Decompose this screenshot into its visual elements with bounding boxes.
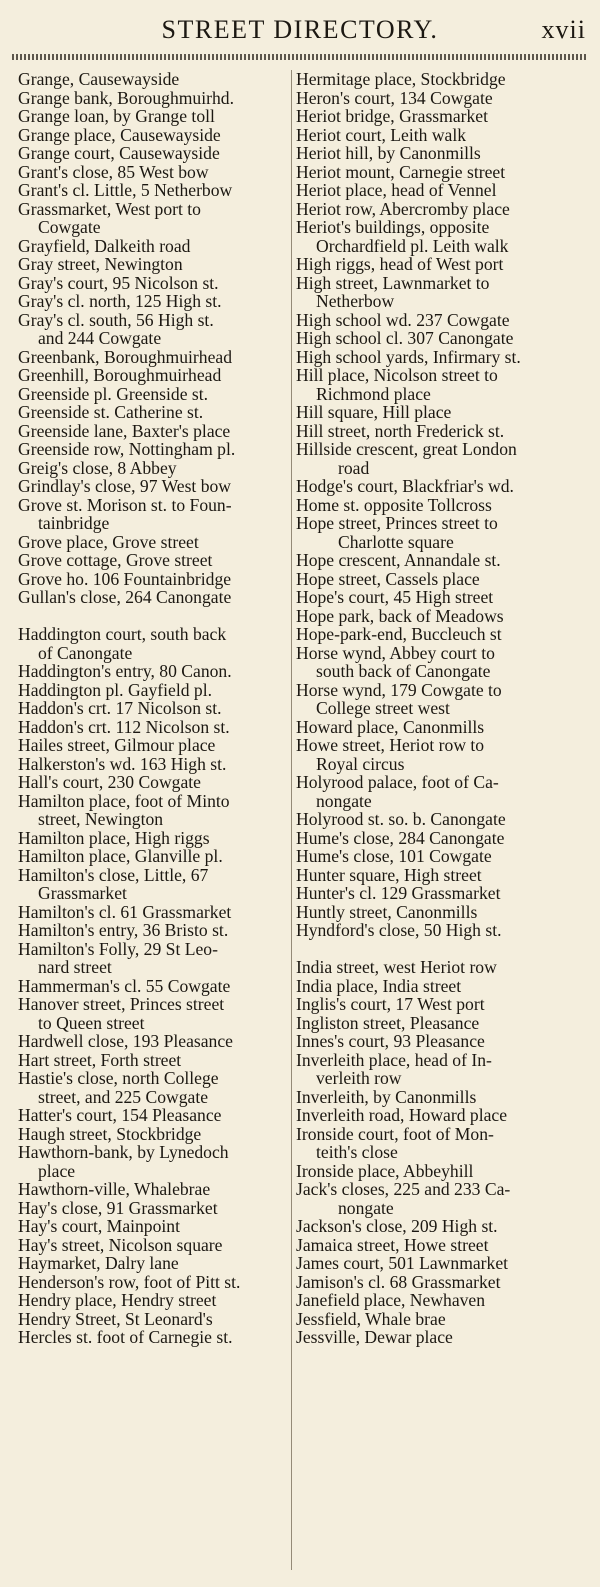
directory-entry-continuation: nongate [338, 1197, 394, 1218]
directory-entry: High school cl. 307 Canongate [296, 328, 514, 348]
directory-entry: Hastie's close, north College [18, 1068, 219, 1088]
section-gap [296, 940, 588, 959]
directory-entry: Hill place, Nicolson street to [296, 365, 498, 385]
directory-entry: Hawthorn-ville, Whalebrae [18, 1179, 211, 1199]
directory-entry: Haddon's crt. 17 Nicolson st. [18, 698, 222, 718]
directory-entry-continuation: teith's close [316, 1142, 398, 1162]
directory-entry: Hatter's court, 154 Pleasance [18, 1105, 222, 1125]
directory-entry: Grindlay's close, 97 West bow [18, 476, 232, 496]
directory-entry: Grange place, Causewayside [18, 124, 221, 145]
directory-entry-continuation: street, and 225 Cowgate [38, 1086, 209, 1107]
directory-entry-continuation: south back of Canongate [316, 661, 491, 681]
directory-entry: Hamilton's entry, 36 Bristo st. [18, 920, 229, 940]
directory-entry: Haddon's crt. 112 Nicolson st. [18, 716, 230, 737]
directory-entry: Hanover street, Princes street [18, 994, 225, 1014]
directory-entry: Hardwell close, 193 Pleasance [18, 1031, 233, 1051]
directory-entry: Hendry Street, St Leonard's [18, 1308, 213, 1329]
directory-entry: Grange bank, Boroughmuirhd. [18, 87, 234, 108]
directory-entry: Haugh street, Stockbridge [18, 1123, 202, 1144]
directory-entry: Grange court, Causewayside [18, 143, 220, 163]
directory-entry: Inverleith place, head of In- [296, 1049, 492, 1070]
header-ornamental-rule [12, 54, 588, 60]
directory-entry: Grove ho. 106 Fountainbridge [18, 568, 232, 589]
directory-entry: Haddington's entry, 80 Canon. [18, 661, 232, 681]
directory-entry: Home st. opposite Tollcross [296, 494, 492, 515]
directory-entry: Hodge's court, Blackfriar's wd. [296, 476, 514, 496]
section-gap [18, 607, 290, 626]
directory-entry: Grant's cl. Little, 5 Netherbow [18, 180, 233, 200]
directory-entry: Greenbank, Boroughmuirhead [18, 346, 232, 367]
directory-entry: Jackson's close, 209 High st. [296, 1216, 498, 1236]
left-column [18, 70, 290, 1580]
directory-entry: Hill street, north Frederick st. [296, 420, 505, 441]
directory-entry: Hyndford's close, 50 High st. [296, 920, 502, 940]
directory-entry: Heriot court, Leith walk [296, 124, 467, 145]
directory-entry-continuation: Netherbow [316, 291, 395, 311]
directory-entry: Grove place, Grove street [18, 531, 199, 552]
directory-entry: Greenside st. Catherine st. [18, 402, 204, 422]
page-number: xvii [541, 15, 586, 44]
directory-entry: Greenside row, Nottingham pl. [18, 439, 236, 459]
directory-entry: Inverleith road, Howard place [296, 1105, 508, 1125]
directory-entry: Jamaica street, Howe street [296, 1234, 489, 1255]
directory-entry: India place, India street [296, 975, 462, 996]
directory-entry: Heriot row, Abercromby place [296, 198, 510, 219]
directory-entry: Hill square, Hill place [296, 402, 452, 422]
directory-entry: Grayfield, Dalkeith road [18, 235, 191, 256]
directory-entry: Hunter's cl. 129 Grassmarket [296, 883, 501, 903]
directory-entry: Gray's court, 95 Nicolson st. [18, 272, 219, 293]
directory-entry: Janefield place, Newhaven [296, 1290, 486, 1310]
directory-entry: Hope-park-end, Buccleuch st [296, 624, 502, 644]
directory-entry-continuation: verleith row [316, 1068, 402, 1088]
directory-entry: Heriot place, head of Vennel [296, 180, 497, 200]
directory-entry-continuation: Grassmarket [38, 883, 127, 903]
page-title: STREET DIRECTORY. [161, 15, 439, 44]
directory-entry: Ironside place, Abbeyhill [296, 1160, 474, 1181]
page-header [0, 0, 600, 56]
directory-entry: Hume's close, 284 Canongate [296, 827, 505, 848]
directory-entry-continuation: nongate [316, 790, 372, 811]
directory-entry-continuation: Royal circus [316, 753, 405, 774]
directory-entry: Howard place, Canonmills [296, 716, 485, 737]
directory-entry: Huntly street, Canonmills [296, 901, 478, 922]
directory-entry: Hercles st. foot of Carnegie st. [18, 1327, 233, 1347]
directory-entry-continuation: to Queen street [38, 1012, 145, 1033]
directory-entry: High riggs, head of West port [296, 254, 504, 274]
directory-entry: Haddington court, south back [18, 624, 227, 644]
directory-entry: Hunter square, High street [296, 864, 482, 885]
directory-entry: Hammerman's cl. 55 Cowgate [18, 975, 231, 996]
directory-entry-continuation: road [338, 457, 370, 478]
directory-entry: Grassmarket, West port to [18, 198, 201, 219]
directory-entry: Hailes street, Gilmour place [18, 735, 216, 755]
directory-entry: Hope street, Princes street to [296, 513, 498, 533]
directory-entry: Grange loan, by Grange toll [18, 106, 215, 126]
directory-entry: Greenside pl. Greenside st. [18, 383, 209, 404]
directory-entry: Hamilton's cl. 61 Grassmarket [18, 901, 232, 922]
directory-entry-continuation: Orchardfield pl. Leith walk [316, 235, 509, 256]
directory-entry: Heriot's buildings, opposite [296, 217, 490, 237]
directory-entry: Jack's closes, 225 and 233 Ca- [296, 1179, 511, 1199]
directory-entry: Hermitage place, Stockbridge [296, 69, 506, 89]
directory-entry-continuation: tainbridge [38, 513, 110, 533]
directory-entry: Ingliston street, Pleasance [296, 1012, 480, 1033]
right-column [296, 70, 588, 1580]
directory-entry: High street, Lawnmarket to [296, 272, 490, 293]
directory-entry-continuation: Cowgate [38, 217, 101, 237]
directory-entry: Gray's cl. north, 125 High st. [18, 291, 222, 311]
directory-entry: Jamison's cl. 68 Grassmarket [296, 1271, 501, 1292]
directory-entry: Hart street, Forth street [18, 1049, 182, 1070]
directory-entry: Horse wynd, 179 Cowgate to [296, 679, 502, 700]
directory-entry: Hamilton place, High riggs [18, 827, 210, 848]
directory-entry: Gray's cl. south, 56 High st. [18, 309, 214, 330]
directory-entry: Hay's close, 91 Grassmarket [18, 1197, 218, 1218]
directory-entry: Greenside lane, Baxter's place [18, 420, 231, 441]
directory-entry: Hope crescent, Annandale st. [296, 550, 501, 570]
directory-entry: Heriot hill, by Canonmills [296, 143, 481, 163]
directory-entry: India street, west Heriot row [296, 957, 497, 977]
directory-entry: Gullan's close, 264 Canongate [18, 587, 232, 607]
directory-entry: Inverleith, by Canonmills [296, 1086, 477, 1107]
directory-entry: Haddington pl. Gayfield pl. [18, 679, 212, 700]
directory-entry-continuation: College street west [316, 698, 450, 718]
directory-entry-continuation: Charlotte square [338, 531, 454, 552]
directory-entry: Hillside crescent, great London [296, 439, 517, 459]
directory-entry: Heriot mount, Carnegie street [296, 161, 506, 182]
directory-entry: Hall's court, 230 Cowgate [18, 772, 201, 792]
directory-entry: Hamilton place, foot of Minto [18, 790, 230, 811]
directory-entry: Hume's close, 101 Cowgate [296, 846, 492, 866]
directory-entry: Hamilton's close, Little, 67 [18, 864, 209, 885]
directory-entry: Grove st. Morison st. to Foun- [18, 494, 232, 515]
directory-entry: Halkerston's wd. 163 High st. [18, 753, 227, 774]
directory-entry: James court, 501 Lawnmarket [296, 1253, 509, 1273]
directory-entry-continuation: street, Newington [38, 809, 164, 829]
directory-entry-continuation: of Canongate [38, 642, 133, 663]
directory-entry: Hay's court, Mainpoint [18, 1216, 180, 1236]
directory-entry: Innes's court, 93 Pleasance [296, 1031, 485, 1051]
directory-entry: Ironside court, foot of Mon- [296, 1123, 494, 1144]
directory-entry: Hamilton's Folly, 29 St Leo- [18, 938, 218, 959]
directory-entry: Heriot bridge, Grassmarket [296, 106, 489, 126]
directory-entry: Hamilton place, Glanville pl. [18, 846, 223, 866]
directory-entry: Grant's close, 85 West bow [18, 161, 209, 182]
column-divider [291, 70, 292, 1570]
directory-entry: Hope's court, 45 High street [296, 587, 494, 607]
directory-entry: Grange, Causewayside [18, 69, 180, 89]
directory-entry: Grove cottage, Grove street [18, 550, 213, 570]
directory-entry: Heron's court, 134 Cowgate [296, 87, 493, 108]
directory-entry: Gray street, Newington [18, 254, 183, 274]
directory-entry: Jessfield, Whale brae [296, 1308, 446, 1329]
directory-entry: Hawthorn-bank, by Lynedoch [18, 1142, 229, 1162]
directory-entry-continuation: nard street [38, 957, 112, 977]
directory-entry: Hope park, back of Meadows [296, 605, 504, 626]
directory-entry: Haymarket, Dalry lane [18, 1253, 179, 1273]
directory-entry: High school yards, Infirmary st. [296, 346, 521, 367]
directory-entry: Henderson's row, foot of Pitt st. [18, 1271, 241, 1292]
directory-entry: Jessville, Dewar place [296, 1327, 453, 1347]
directory-entry: Greig's close, 8 Abbey [18, 457, 177, 478]
directory-entry: Hay's street, Nicolson square [18, 1234, 223, 1255]
directory-entry: Holyrood st. so. b. Canongate [296, 809, 506, 829]
directory-entry: Hope street, Cassels place [296, 568, 480, 589]
directory-entry-continuation: place [38, 1160, 76, 1181]
directory-entry: Greenhill, Boroughmuirhead [18, 365, 222, 385]
directory-entry-continuation: Richmond place [316, 383, 431, 404]
directory-entry: Horse wynd, Abbey court to [296, 642, 495, 663]
directory-entry: Inglis's court, 17 West port [296, 994, 485, 1014]
directory-entry: High school wd. 237 Cowgate [296, 309, 510, 330]
directory-entry: Howe street, Heriot row to [296, 735, 485, 755]
directory-entry-continuation: and 244 Cowgate [38, 328, 162, 348]
directory-entry: Hendry place, Hendry street [18, 1290, 217, 1310]
directory-entry: Holyrood palace, foot of Ca- [296, 772, 499, 792]
